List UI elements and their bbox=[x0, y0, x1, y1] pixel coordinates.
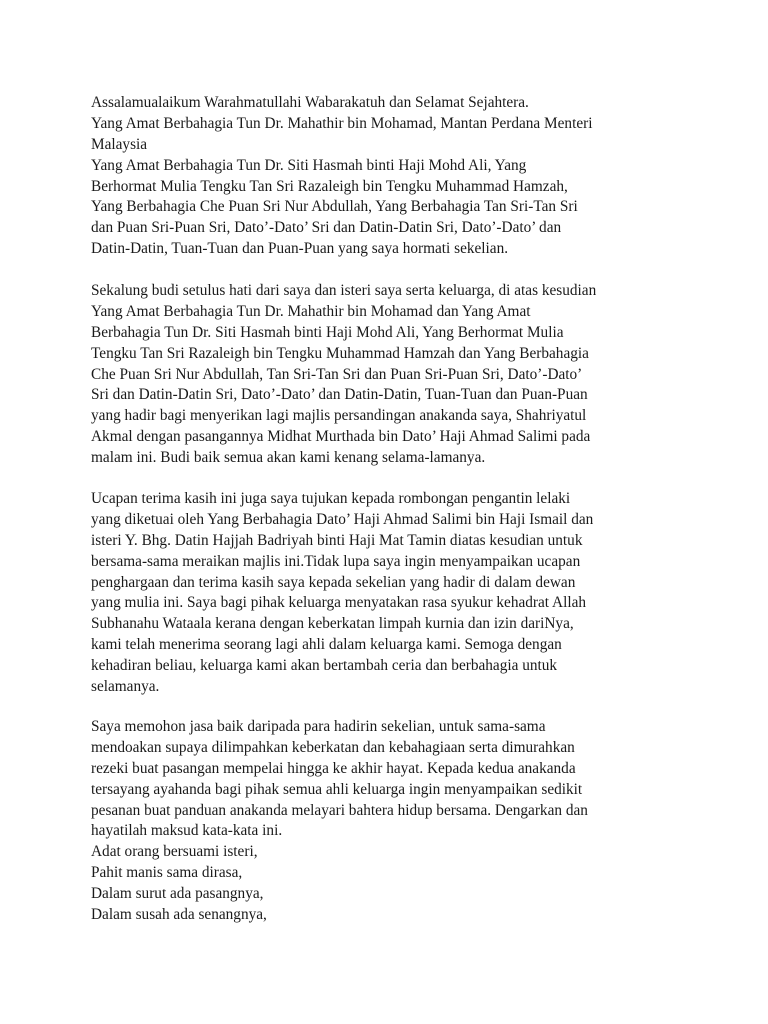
text-line: Datin-Datin, Tuan-Tuan dan Puan-Puan yang saya hormati sekelian. bbox=[91, 240, 509, 258]
text-line: rezeki buat pasangan mempelai hingga ke akhir hayat. Kepada kedua anakanda bbox=[91, 759, 576, 777]
text-line: Che Puan Sri Nur Abdullah, Tan Sri-Tan Sri dan Puan Sri-Puan Sri, Dato’-Dato’ bbox=[91, 365, 583, 383]
text-line: Berbahagia Tun Dr. Siti Hasmah binti Haji Mohd Ali, Yang Berhormat Mulia bbox=[91, 323, 564, 341]
paragraph-thanks-guests bbox=[91, 281, 691, 469]
text-line: yang diketuai oleh Yang Berbahagia Dato’ Haji Ahmad Salimi bin Haji Ismail dan bbox=[91, 510, 594, 528]
text-line: Berhormat Mulia Tengku Tan Sri Razaleigh bin Tengku Muhammad Hamzah, bbox=[91, 177, 568, 195]
text-line: kehadiran beliau, keluarga kami akan bertambah ceria dan berbahagia untuk bbox=[91, 657, 558, 675]
text-line: tersayang ayahanda bagi pihak semua ahli keluarga ingin menyampaikan sedikit bbox=[91, 780, 583, 798]
paragraph-thanks-groom-party bbox=[91, 489, 691, 698]
text-line: Saya memohon jasa baik daripada para hadirin sekelian, untuk sama-sama bbox=[91, 718, 546, 735]
text-line: selamanya. bbox=[91, 678, 160, 696]
text-line: bersama-sama meraikan majlis ini.Tidak lupa saya ingin menyampaikan ucapan bbox=[91, 552, 581, 570]
text-line: dan Puan Sri-Puan Sri, Dato’-Dato’ Sri dan Datin-Datin Sri, Dato’-Dato’ dan bbox=[91, 219, 562, 237]
text-line: Akmal dengan pasangannya Midhat Murthada bin Dato’ Haji Ahmad Salimi pada bbox=[91, 428, 591, 446]
text-line: Yang Amat Berbahagia Tun Dr. Mahathir bin Mohamad dan Yang Amat bbox=[91, 302, 531, 320]
text-line: Sri dan Datin-Datin Sri, Dato’-Dato’ dan Datin-Datin, Tuan-Tuan dan Puan-Puan bbox=[91, 386, 588, 404]
text-line: Assalamualaikum Warahmatullahi Wabarakatuh dan Selamat Sejahtera. bbox=[91, 94, 529, 111]
text-line: Sekalung budi setulus hati dari saya dan isteri saya serta keluarga, di atas kesudian bbox=[91, 282, 597, 299]
text-line: Pahit manis sama dirasa, bbox=[91, 864, 243, 882]
text-line: Ucapan terima kasih ini juga saya tujukan kepada rombongan pengantin lelaki bbox=[91, 490, 571, 507]
text-line: penghargaan dan terima kasih saya kepada sekelian yang hadir di dalam dewan bbox=[91, 573, 576, 591]
text-line: isteri Y. Bhg. Datin Hajjah Badriyah binti Haji Mat Tamin diatas kesudian untuk bbox=[91, 531, 583, 549]
text-line: Yang Berbahagia Che Puan Sri Nur Abdullah, Yang Berbahagia Tan Sri-Tan Sri bbox=[91, 198, 578, 216]
text-line: hayatilah maksud kata-kata ini. bbox=[91, 822, 283, 840]
text-line: yang mulia ini. Saya bagi pihak keluarga menyatakan rasa syukur kehadrat Allah bbox=[91, 594, 587, 612]
paragraph-salutation bbox=[91, 93, 691, 260]
text-line: Tengku Tan Sri Razaleigh bin Tengku Muhammad Hamzah dan Yang Berbahagia bbox=[91, 344, 589, 362]
text-line: Yang Amat Berbahagia Tun Dr. Siti Hasmah binti Haji Mohd Ali, Yang bbox=[91, 156, 527, 174]
text-line: Dalam surut ada pasangnya, bbox=[91, 885, 264, 903]
text-line: Dalam susah ada senangnya, bbox=[91, 906, 267, 924]
text-line: pesanan buat panduan anakanda melayari bahtera hidup bersama. Dengarkan dan bbox=[91, 801, 588, 819]
text-line: malam ini. Budi baik semua akan kami kenang selama-lamanya. bbox=[91, 449, 486, 467]
text-line: Yang Amat Berbahagia Tun Dr. Mahathir bin Mohamad, Mantan Perdana Menteri bbox=[91, 114, 593, 132]
paragraph-prayer-advice bbox=[91, 717, 691, 926]
text-line: mendoakan supaya dilimpahkan keberkatan dan kebahagiaan serta dimurahkan bbox=[91, 738, 575, 756]
text-line: Adat orang bersuami isteri, bbox=[91, 843, 258, 861]
text-line: Malaysia bbox=[91, 135, 148, 153]
text-line: Subhanahu Wataala kerana dengan keberkatan limpah kurnia dan izin dariNya, bbox=[91, 615, 574, 633]
text-line: kami telah menerima seorang lagi ahli dalam keluarga kami. Semoga dengan bbox=[91, 636, 562, 654]
text-line: yang hadir bagi menyerikan lagi majlis persandingan anakanda saya, Shahriyatul bbox=[91, 407, 587, 425]
